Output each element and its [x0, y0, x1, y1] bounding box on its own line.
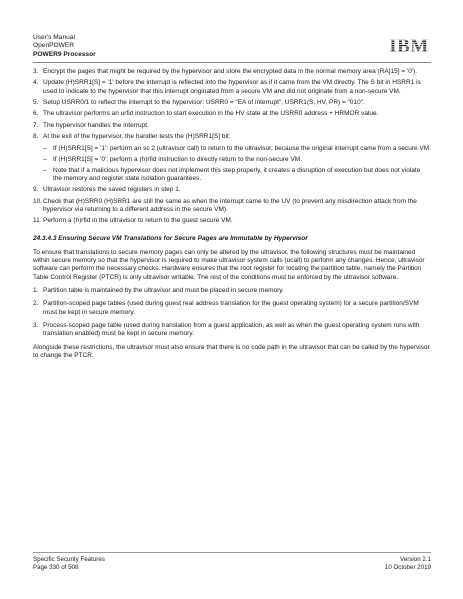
- sub-list-item: – If (H)SRR1[S] = '0': perform a (h)rfid instruction to directly return to the non-secure VM.: [43, 155, 303, 163]
- procedure-steps-part2: [33, 186, 431, 225]
- list-item: 1. Partition table is maintained by the ultravisor and must be placed in secure memory.: [33, 287, 284, 295]
- footer-divider: [33, 552, 431, 553]
- list-item: 9. Ultravisor restores the saved registers in step 1.: [33, 186, 181, 194]
- body-paragraph: To ensure that translations to secure memory pages can only be altered by the ultravisor, the following structures must be maintained within secure memory so that the hypervisor is required to make ultravisor system calls (ucall) to perform any changes. Hence, ultravisor software can perform the necessary checks. Hardware ensures that the root register for locating the partition table, namely the Partition Table Control Register (PTCR) is only ultravisor writable. The rest of the conditions must be enforced by the ultravisor software.: [33, 248, 425, 281]
- footer-page-number: Page 330 of 508: [33, 564, 79, 571]
- header-doc-type: User's Manual: [33, 34, 75, 41]
- conditions-list: [33, 287, 431, 338]
- list-item: 5. Setup USRR0/1 to reflect the interrupt to the hypervisor: USRR0 = "EA of interrupt", USRR1(S, HV, PR) = "010".: [33, 99, 365, 107]
- page-body: [33, 68, 431, 365]
- list-item: 7. The hypervisor handles the interrupt.: [33, 121, 149, 129]
- list-item: 4. Update (H)SRR1[S] = '1' before the interrupt is reflected into the hypervisor as if it came from the VM directly. The S bit in HSRR1 is used to indicate to the hypervisor that this interrupt originated from a secure VM and did not originate from a non-secure VM.: [33, 79, 421, 95]
- list-item: 3. Process-scoped page table (used during translation from a guest application, as well as when the guest operating system runs with translation enabled) must be kept in secure memory.: [33, 321, 420, 338]
- section-heading: 24.3.4.3 Ensuring Secure VM Translations for Secure Pages are Immutable by Hypervisor: [33, 234, 308, 242]
- footer-right: [385, 556, 431, 572]
- header-divider: [33, 62, 431, 63]
- list-item: 2. Partition-scoped page tables (used during guest real address translation for the guest operating system) for a secure partition/SVM must be kept in secure memory.: [33, 300, 419, 316]
- list-item: 8. At the exit of the hypervisor, the handler tests the (H)SRR1[S] bit:: [33, 133, 231, 141]
- list-item: 3. Encrypt the pages that might be required by the hypervisor and store the encrypted data in the normal memory area (RA[15] = '0').: [33, 68, 418, 75]
- list-item: 6. The ultravisor performs an urfid instruction to start execution in the HV state at the USRR0 address + HRMOR value.: [33, 110, 379, 118]
- footer-version: Version 2.1: [400, 556, 431, 563]
- list-item: 10. Check that (H)SRR0 (H)SRR1 are still the same as when the interrupt came to the UV (to prevent any misdirection attack from the hypervisor via returning to a different address in the secure VM).: [33, 197, 417, 213]
- sub-list: [33, 145, 431, 184]
- procedure-steps-part1: [33, 68, 431, 142]
- body-paragraph-closing: Alongside these restrictions, the ultravisor must also ensure that there is no code path in the ultravisor that can be called by the hypervisor to change the PTCR.: [33, 343, 430, 359]
- page-header: [33, 34, 96, 59]
- header-brand: OpenPOWER: [33, 42, 75, 50]
- header-product: POWER9 Processor: [33, 50, 96, 58]
- footer-date: 10 October 2019: [384, 564, 431, 571]
- ibm-logo: [387, 36, 431, 54]
- footer-section-name: Specific Security Features: [33, 556, 105, 563]
- sub-list-item: – If (H)SRR1[S] = '1': perform an sc 2 (ultravisor call) to return to the ultravisor, because the original interrupt came from a secure VM.: [43, 144, 432, 152]
- logo-text: IBM: [389, 36, 429, 54]
- footer-left: [33, 556, 105, 572]
- list-item: 11. Perform a (h)rfid in the ultravisor to return to the guest secure VM.: [33, 217, 233, 225]
- sub-list-item: – Note that if a malicious hypervisor does not implement this step properly, it creates a disruption of execution but does not violate the memory and register state isolation guarantees.: [43, 166, 421, 183]
